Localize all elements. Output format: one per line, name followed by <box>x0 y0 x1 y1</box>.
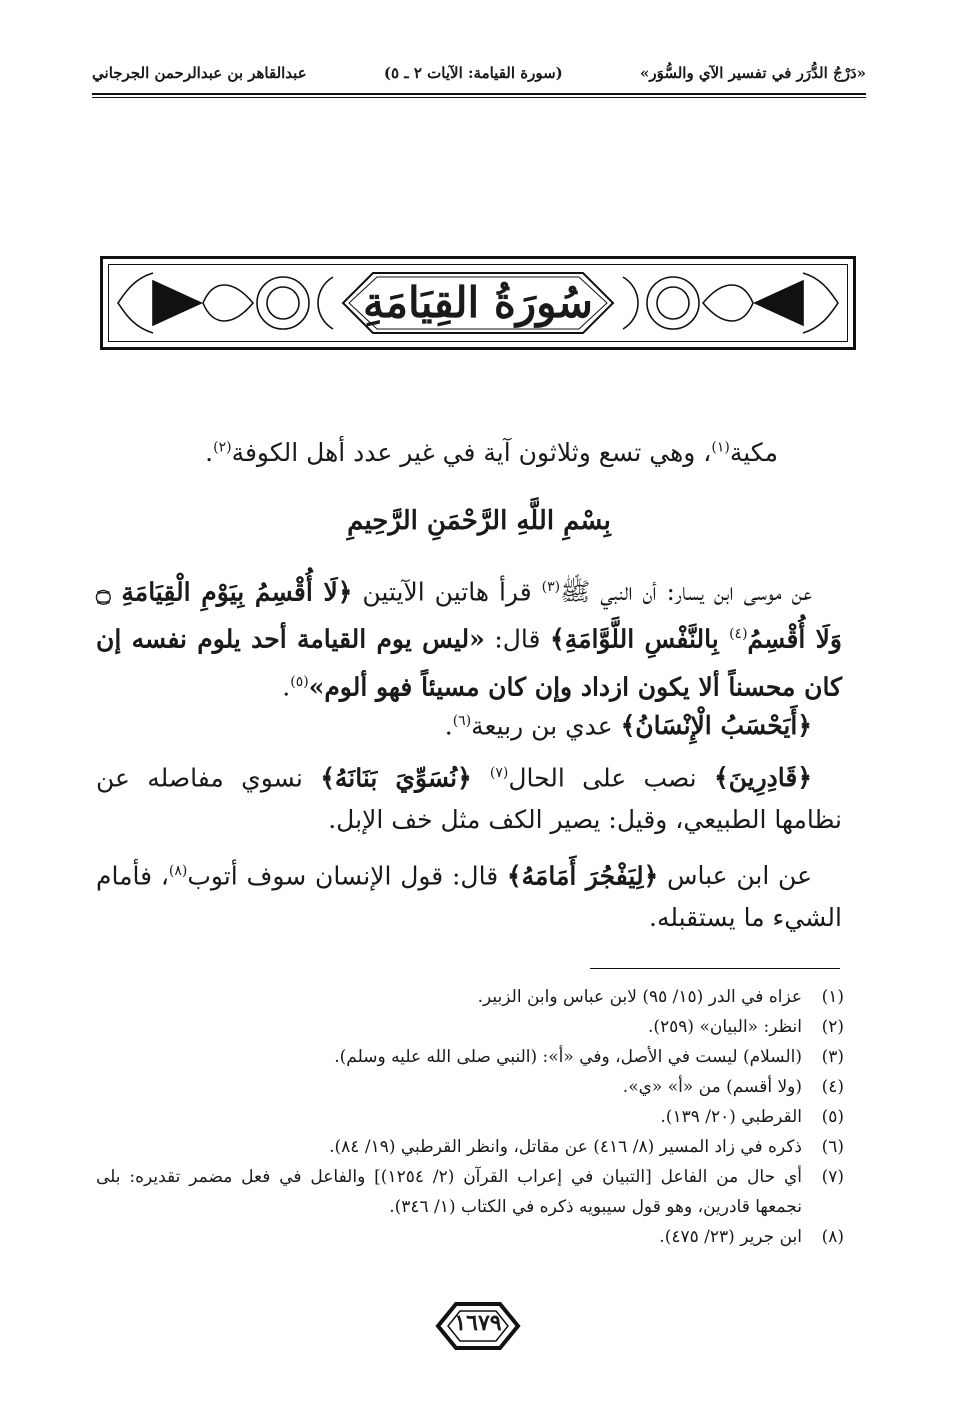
basmala: بِسْمِ اللَّهِ الرَّحْمَنِ الرَّحِيمِ <box>347 506 611 536</box>
surah-reference: (سورة القيامة: الآيات ٢ ـ ٥) <box>383 64 563 82</box>
footnote-number: (٤) <box>821 1077 844 1097</box>
p1-quran-1: ﴿لَا أُقْسِمُ بِيَوْمِ الْقِيَامَةِ ۝ وَلَا أُقْسِمُ <box>96 577 843 654</box>
footnote-text: (ولا أقسم) من «أ» «ي». <box>622 1077 802 1097</box>
p1-text-b: قرأ هاتين الآيتين <box>352 577 542 607</box>
footnote-text: ذكره في زاد المسير (٨/ ٤١٦) عن مقاتل، وانظر القرطبي (١٩/ ٨٤). <box>329 1137 802 1157</box>
footnote-number: (٦) <box>821 1137 844 1157</box>
footnotes <box>96 982 844 1252</box>
footnote-item <box>96 1162 844 1222</box>
p4-text-c: ، فأمام الشيء ما يستقبله. <box>96 861 842 933</box>
p3-text-a: نصب على الحال <box>508 763 714 793</box>
footnote-text: انظر: «البيان» (٢٥٩). <box>647 1017 802 1037</box>
paragraph-3 <box>96 752 842 841</box>
footnote-ref-5: (٥) <box>290 673 309 690</box>
p1-hadith: «ليس يوم القيامة أحد يلوم نفسه إن كان محسناً ألا يكون ازداد وإن كان مسيئاً فهو ألوم» <box>96 624 842 701</box>
footnote-ref-3: (٣) <box>541 579 561 595</box>
p2-quran: ﴿أَيَحْسَبُ الْإِنْسَانُ﴾ <box>620 711 812 741</box>
footnote-number: (٥) <box>821 1107 844 1127</box>
p1-text-c: قال: <box>484 624 551 654</box>
footnote-text: (السلام) ليست في الأصل، وفي «أ»: (النبي صلى الله عليه وسلم). <box>334 1047 802 1067</box>
footnote-item <box>96 1222 844 1252</box>
footnote-separator <box>590 968 840 969</box>
footnote-ref-6: (٦) <box>452 713 472 729</box>
footnote-ref-1: (١) <box>711 439 730 456</box>
footnote-item <box>96 1132 844 1162</box>
paragraph-2 <box>96 700 842 747</box>
p4-text-a: عن ابن عباس <box>658 861 812 891</box>
paragraph-1 <box>96 566 842 708</box>
running-header <box>92 58 866 88</box>
footnote-item <box>96 1042 844 1072</box>
surah-banner <box>100 256 856 350</box>
footnote-text: أي حال من الفاعل [التبيان في إعراب القرآن (٢/ ١٢٥٤)] والفاعل في فعل مضمر تقديره: بلى نجمعها قادرين، وهو قول سيبويه ذكره في الكتاب (١/ ٣٤٦). <box>96 1167 802 1217</box>
footnote-number: (٨) <box>821 1227 844 1247</box>
footnote-text: ابن جرير (٢٣/ ٤٧٥). <box>659 1227 802 1247</box>
p2-text-a: عدي بن ربيعة <box>471 711 621 741</box>
p3-text-b: نسوي مفاصله عن نظامها الطبيعي، وقيل: يصير الكف مثل خف الإبل. <box>96 763 842 835</box>
p3-quran-1: ﴿قَادِرِينَ﴾ <box>713 763 812 793</box>
p1-quran-2: بِالنَّفْسِ اللَّوَّامَةِ﴾ <box>550 624 730 654</box>
footnote-ref-7: (٧) <box>489 765 509 781</box>
surah-title: سُورَةُ القِيَامَةِ <box>363 278 593 327</box>
author-name: عبدالقاهر بن عبدالرحمن الجرجاني <box>92 64 307 82</box>
p3-quran-2: ﴿نُسَوِّيَ بَنَانَهُ﴾ <box>320 763 490 793</box>
page-number-badge <box>428 1296 528 1356</box>
p1-text-d: . <box>282 671 291 701</box>
footnote-item <box>96 1012 844 1042</box>
p1-text-a: عن موسى ابن يسار: أن النبي ﷺ <box>560 577 812 607</box>
header-rule <box>92 93 866 95</box>
footnote-number: (٢) <box>821 1017 844 1037</box>
p4-quran: ﴿لِيَفْجُرَ أَمَامَهُ﴾ <box>506 861 659 891</box>
intro-text-a: مكية <box>729 438 778 467</box>
footnote-ref-4: (٤) <box>729 626 748 643</box>
p4-text-b: قال: قول الإنسان سوف أتوب <box>187 861 507 891</box>
footnote-number: (٣) <box>821 1047 844 1067</box>
footnote-text: القرطبي (٢٠/ ١٣٩). <box>660 1107 802 1127</box>
paragraph-4 <box>96 850 842 939</box>
footnote-number: (١) <box>821 987 844 1007</box>
footnote-ref-8: (٨) <box>168 863 188 879</box>
book-title: «دَرْجُ الدُّرَر في تفسير الآي والسُّوَر» <box>639 64 866 82</box>
footnote-item <box>96 982 844 1012</box>
p2-text-b: . <box>444 711 453 741</box>
intro-text-c: . <box>205 438 214 467</box>
surah-intro <box>205 438 778 467</box>
footnote-ref-2: (٢) <box>213 439 232 456</box>
footnote-number: (٧) <box>821 1167 844 1187</box>
intro-text-b: ، وهي تسع وثلاثون آية في غير عدد أهل الكوفة <box>231 438 712 467</box>
footnote-item <box>96 1102 844 1132</box>
footnote-item <box>96 1072 844 1102</box>
footnote-text: عزاه في الدر (١٥/ ٩٥) لابن عباس وابن الزبير. <box>477 987 802 1007</box>
page-number: ١٦٧٩ <box>454 1310 502 1336</box>
header-rule-thin <box>92 97 866 98</box>
